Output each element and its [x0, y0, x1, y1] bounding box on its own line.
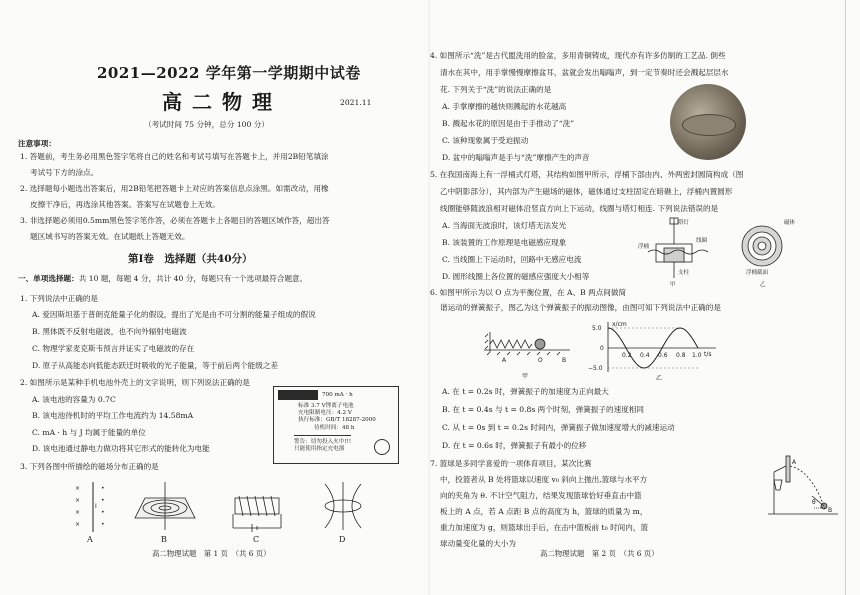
lamp-label: 塔灯 [678, 220, 690, 226]
notice-line: 皮擦干净后，再选涂其他答案。答案写在试题卷上无效。 [30, 200, 220, 209]
basin-shape [682, 114, 736, 136]
q2-option-a: A. 该电池的容量为 0.7C [32, 395, 116, 404]
battery-spec: 标准 3.7 V锂离子电池 [298, 403, 354, 409]
battery-spec: 执行标准：GB/T 18287-2000 [298, 417, 376, 423]
q5-line: 5. 在我国南海上有一浮桶式灯塔，其结构如图甲所示，浮桶下部由内、外两密封圆筒构成（图 [430, 170, 744, 179]
graph-x-label: t/s [704, 351, 712, 358]
q7-line: 向的夹角为 θ. 不计空气阻力，结果发现篮球恰好垂直击中篮 [440, 491, 642, 500]
q7-line: 板上的 A 点，若 A 点距 B 点的高度为 h，篮球的质量为 m， [440, 507, 648, 516]
q2-option-c: C. mA · h 与 J 均属于能量的单位 [32, 428, 146, 437]
svg-text:×: × [75, 521, 81, 528]
fig-jia-label: 甲 [670, 282, 676, 288]
figure-a-label: A [87, 535, 93, 544]
svg-text:×: × [75, 485, 81, 492]
graph-y-tick: 5.0 [592, 325, 602, 332]
svg-text:•: • [101, 521, 105, 528]
graph-y-tick: −5.0 [588, 365, 603, 372]
basketball-hoop [768, 456, 838, 514]
figure-b-label: B [161, 535, 167, 544]
figure-d-label: D [339, 535, 346, 544]
q6-option-c: C. 从 t = 0s 到 t = 0.2s 时间内，弹簧振子做加速度增大的减速运动 [442, 423, 675, 432]
left-page [0, 0, 428, 595]
q2-option-b: B. 该电池待机时的平均工作电流约为 14.58mA [32, 411, 194, 420]
right-footer: 高二物理试题 第 2 页 （共 6 页） [540, 549, 659, 558]
q7-line: 重力加速度为 g，则篮球出手后，在击中篮板前 t₀ 时间内，篮 [440, 523, 649, 532]
notice-line: 考试号下方的涂点。 [30, 168, 99, 177]
q4-line: 花. 下列关于“洗”的说法正确的是 [440, 85, 552, 94]
q4-line: 清水在其中，用手掌慢慢摩擦盆耳，盆就会发出嗡嗡声，到一定节奏时还会溅起层层水 [440, 68, 729, 77]
notice-line: 3. 非选择题必须用0.5mm黑色签字笔作答，必须在答题卡上各题目的答题区域作答，超出答 [20, 216, 330, 225]
svg-text:×: × [75, 497, 81, 504]
right-page [430, 0, 860, 595]
q3-figures [55, 478, 385, 544]
mc-heading: 一、单项选择题： [18, 274, 79, 283]
q7-line: 球动量变化量的大小为 [440, 539, 516, 548]
battery-spec: 充电限制电压：4.2 V [298, 410, 352, 416]
basin-photo [670, 84, 746, 160]
notice-line: 2. 选择题每小题选出答案后，用2B铅笔把答题卡上对应的答案信息点涂黑。如需改动，用橡 [20, 184, 329, 193]
battery-warning: 警告：切勿投入火中!!! [294, 435, 351, 446]
svg-text:•: • [101, 509, 105, 516]
figure-a-wire-field [75, 482, 105, 532]
fig-yi-label: 乙 [656, 375, 663, 382]
svg-text:I: I [95, 503, 97, 510]
page-edge-line [845, 0, 846, 595]
fig-jia-label: 甲 [522, 373, 529, 380]
q1-option-b: B. 黑体既不反射电磁波，也不向外辐射电磁波 [32, 327, 187, 336]
q6-figure [480, 318, 720, 382]
q5-option-d: D. 圆形线圈上各位置的磁感应强度大小相等 [442, 272, 590, 281]
q4-option-a: A. 手掌摩擦的越快则溅起的水花越高 [442, 102, 567, 111]
point-a-label: A [502, 357, 507, 364]
mc-header [18, 273, 307, 284]
q6-line: 谐运动的弹簧振子，图乙为这个弹簧振子的振动图像，由图可知下列说法中正确的是 [440, 303, 721, 312]
q4-option-b: B. 溅起水花的原因是由于手推动了“洗” [442, 119, 575, 128]
svg-text:•: • [101, 485, 105, 492]
q5-line: 线圈能够随波浪相对磁体沿竖直方向上下运动，线圈与塔灯相连. 下列说法错误的是 [440, 204, 719, 213]
figure-c-solenoid [233, 496, 281, 532]
q1-option-a: A. 爱因斯坦基于普朗克能量子化的假设，提出了光是由不可分割的能量子组成的假说 [32, 310, 316, 319]
coil-label: 线圈 [696, 238, 708, 244]
recycle-icon [374, 439, 390, 455]
q7-line: 7. 篮球是多同学喜爱的一项体育项目，某次比赛 [430, 459, 592, 468]
q2-stem: 2. 如图所示是某种手机电池外壳上的文字说明，则下列说法正确的是 [20, 378, 250, 387]
figure-b-loops [135, 482, 195, 530]
battery-spec: 待机时间：48 h [314, 425, 355, 431]
figure-c-label: C [253, 535, 260, 544]
graph-x-tick: 1.0 [692, 352, 702, 359]
graph-x-tick: 0.8 [676, 352, 686, 359]
point-o-label: O [538, 357, 543, 364]
graph-x-tick: 0.6 [658, 352, 668, 359]
battery-capacity: 700 mA · h [322, 392, 353, 398]
graph-x-tick: 0.4 [640, 352, 650, 359]
point-b-label: B [562, 357, 567, 364]
battery-black-bar [278, 390, 318, 400]
buoy-diagram [648, 218, 708, 278]
fig-yi-label: 乙 [760, 282, 766, 288]
section-label: 浮桶截面 [746, 270, 769, 276]
q5-option-c: C. 当线圈上下运动时，回路中无感应电流 [442, 255, 582, 264]
exam-title: 2021—2022 学年第一学期期中试卷 [97, 64, 361, 82]
svg-text:×: × [75, 509, 81, 516]
notice-line: 题区域书写的答案无效。在试题纸上答题无效。 [30, 232, 190, 241]
q6-line: 6. 如图甲所示为以 O 点为平衡位置，在 A、B 两点间做简 [430, 288, 627, 297]
spring-oscillator [484, 332, 570, 355]
q5-option-a: A. 当海面无波浪时，该灯塔无法发光 [442, 221, 567, 230]
q4-option-d: D. 盆中的嗡嗡声是手与“洗”摩擦产生的声音 [442, 153, 590, 162]
q5-line: 乙中阴影部分），其内部为产生磁场的磁体，磁体通过支柱固定在暗礁上，浮桶内置圆形 [440, 187, 733, 196]
q6-option-d: D. 在 t = 0.6s 时，弹簧振子有最小的位移 [442, 441, 587, 450]
mc-instruction: 共 10 题，每题 4 分，共计 40 分，每题只有一个选项最符合题意。 [78, 274, 308, 283]
q5-figure [634, 214, 804, 288]
magnet-label: 磁体 [784, 220, 796, 226]
notice-heading: 注意事项： [18, 139, 56, 148]
q5-option-b: B. 该装置的工作原理是电磁感应现象 [442, 238, 567, 247]
figure-d-ring [325, 482, 361, 530]
q6-option-b: B. 在 t = 0.4s 与 t = 0.8s 两个时刻，弹簧振子的速度相同 [442, 405, 644, 414]
float-label: 浮桶 [638, 244, 650, 250]
q2-option-d: D. 该电池通过静电力做功将其它形式的能转化为电能 [32, 444, 210, 453]
q4-line: 4. 如图所示“洗”是古代盥洗用的脸盆，多用青铜铸成，现代亦有许多仿制的工艺品. 倒些 [430, 51, 726, 60]
vibration-graph [608, 322, 716, 372]
q7-line: 中，投篮者从 B 处将篮球以速度 v₀ 斜向上抛出,篮球与水平方 [440, 475, 648, 484]
q1-option-c: C. 物理学家麦克斯韦预言并证实了电磁波的存在 [32, 344, 195, 353]
notice-line: 1. 答题前，考生务必用黑色签字笔将自己的姓名和考试号填写在答题卡上，并用2B铅笔填涂 [20, 152, 329, 161]
graph-x-tick: 0.2 [622, 352, 632, 359]
point-b-label: B [828, 507, 833, 514]
exam-date: 2021.11 [340, 98, 372, 107]
buoy-cross-section [742, 226, 782, 266]
battery-warning: 只能使用指定充电器 [294, 446, 345, 452]
q4-option-c: C. 该种现象属于受迫振动 [442, 136, 529, 145]
pillar-label: 支柱 [678, 270, 690, 276]
svg-text:•: • [101, 497, 105, 504]
q1-stem: 1. 下列说法中正确的是 [20, 294, 99, 303]
section-title: 第Ⅰ卷 选择题（共40分） [128, 253, 253, 265]
q7-figure [760, 452, 840, 524]
q3-stem: 3. 下列各图中所描绘的磁场分布正确的是 [20, 462, 159, 471]
subject-title: 高二物理 [162, 90, 282, 114]
q1-option-d: D. 原子从高能态向低能态跃迁时吸收的光子能量，等于前后两个能级之差 [32, 361, 279, 370]
point-a-label: A [792, 459, 797, 466]
time-note: （考试时间 75 分钟，总分 100 分） [144, 120, 269, 129]
q6-option-a: A. 在 t = 0.2s 时，弹簧振子的加速度为正向最大 [442, 387, 609, 396]
left-footer: 高二物理试题 第 1 页 （共 6 页） [152, 549, 271, 558]
battery-label [273, 386, 399, 464]
graph-y-label: x/cm [612, 321, 627, 328]
graph-y-tick: 0 [600, 345, 604, 352]
theta-label: θ [812, 499, 816, 506]
